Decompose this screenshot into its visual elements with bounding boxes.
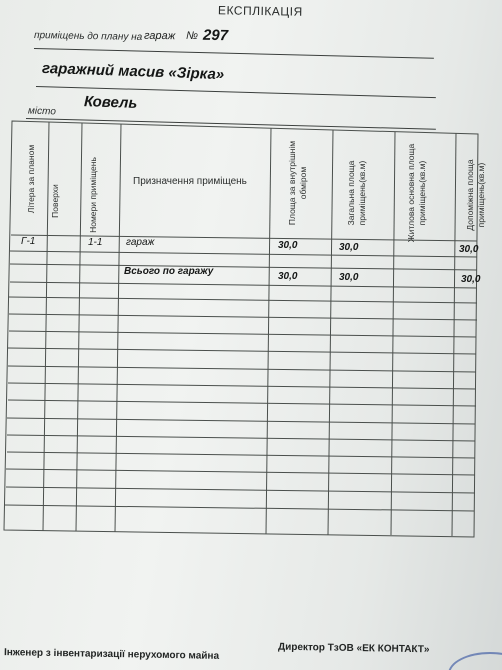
header-letter: Літера за планом — [26, 144, 36, 214]
city-label: місто — [27, 105, 57, 118]
footer-engineer: Інженер з інвентаризації нерухомого майна — [3, 647, 220, 662]
plan-label: приміщень до плану на — [33, 30, 143, 43]
header-purpose: Призначення приміщень — [133, 176, 247, 187]
plan-number-label: № — [185, 29, 199, 43]
plan-type: гараж — [143, 29, 176, 43]
cell-inner-area: 30,0 — [278, 240, 298, 251]
plan-number: 297 — [202, 26, 229, 45]
document-title: ЕКСПЛІКАЦІЯ — [217, 3, 303, 19]
header-room-numbers: Номери приміщень — [88, 157, 98, 233]
header-living-area: Житлова основна площа приміщень(кв.м) — [406, 143, 427, 243]
cell-room-number: 1-1 — [88, 237, 103, 248]
total-inner-area: 30,0 — [278, 271, 298, 282]
total-aux-area: 30,0 — [461, 274, 481, 285]
header-floors: Поверхи — [50, 184, 60, 218]
header-total-area: Загальна площа приміщень(кв.м) — [346, 160, 367, 226]
total-total-area: 30,0 — [339, 272, 359, 283]
total-label: Всього по гаражу — [124, 266, 214, 277]
header-inner-area: Площа за внутрішнім обміром — [287, 140, 308, 226]
header-aux-area: Допоміжна площа приміщень(кв.м) — [465, 159, 486, 231]
city-name: Ковель — [83, 93, 138, 112]
garage-massive-name: гаражний масив «Зірка» — [41, 59, 225, 84]
cell-aux-area: 30,0 — [459, 244, 479, 255]
footer-director: Директор ТзОВ «ЕК КОНТАКТ» — [277, 641, 430, 656]
cell-purpose: гараж — [126, 237, 155, 248]
cell-letter: Г-1 — [21, 236, 36, 247]
cell-total-area: 30,0 — [339, 242, 359, 253]
